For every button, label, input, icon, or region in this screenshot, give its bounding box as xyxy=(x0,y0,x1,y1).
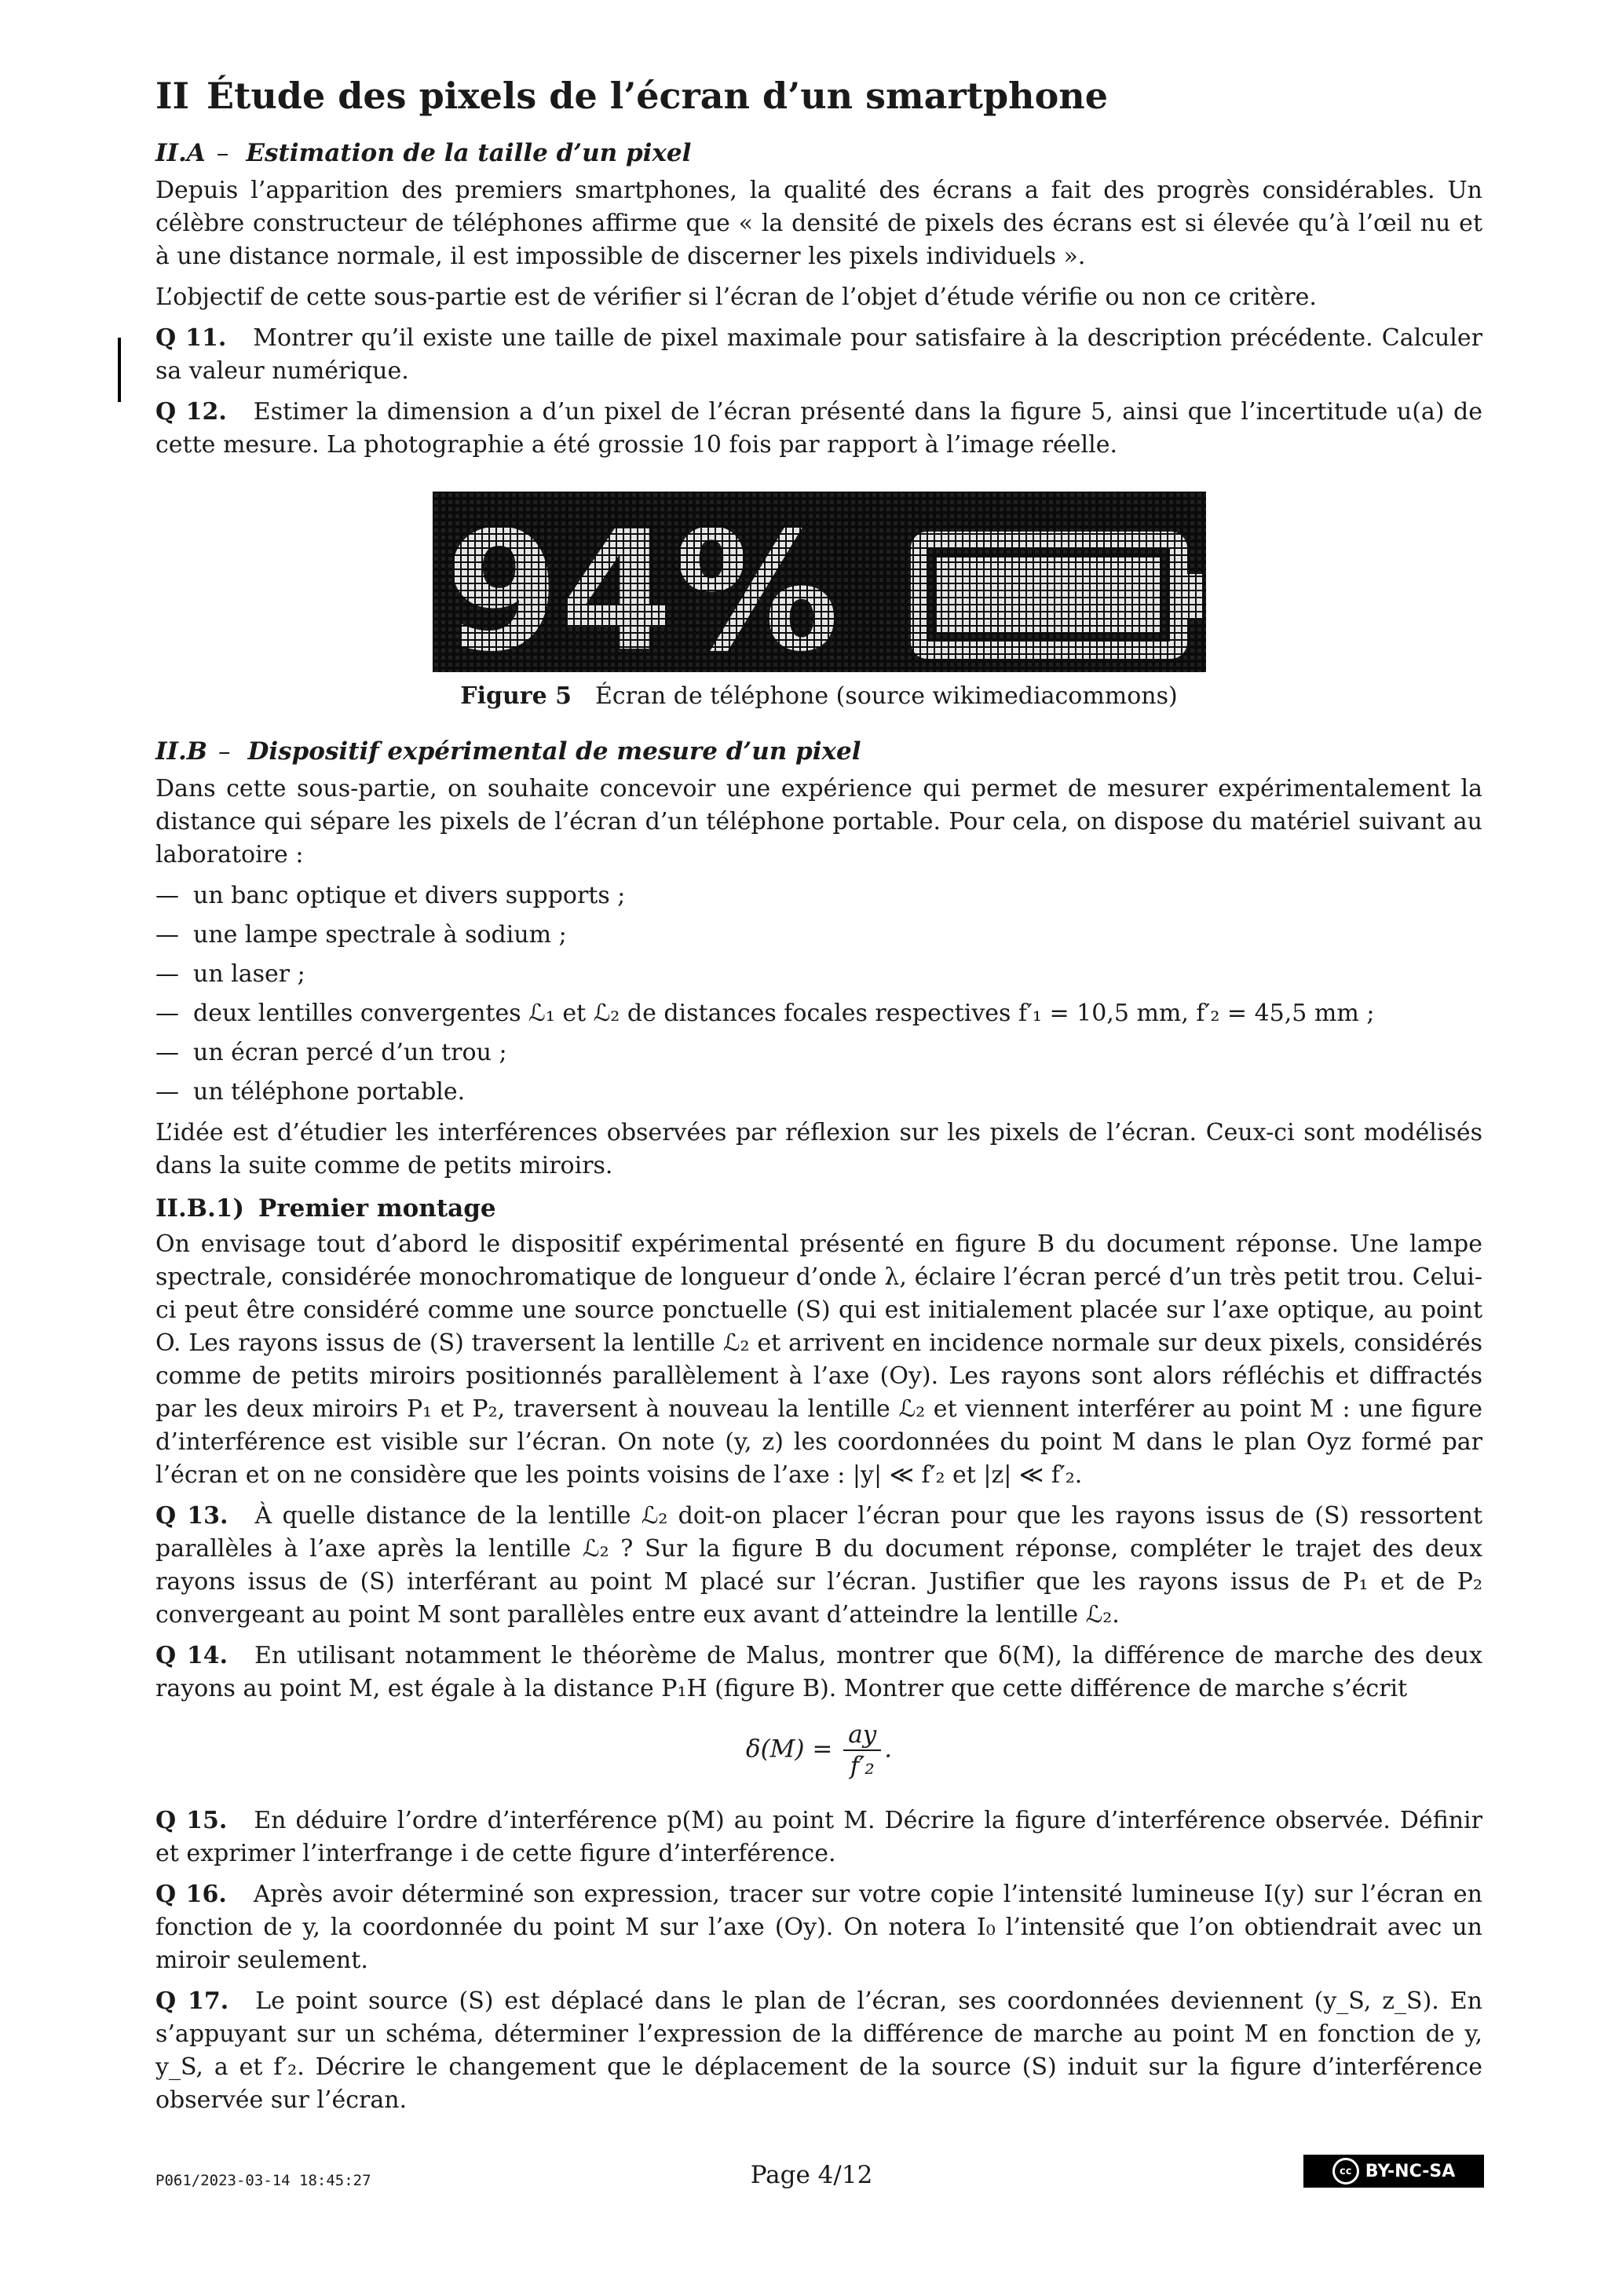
section-heading xyxy=(155,72,1482,119)
equation-fraction xyxy=(843,1720,881,1781)
document-id: P061/2023-03-14 18:45:27 xyxy=(155,2172,371,2189)
question-14-label: Q 14. xyxy=(155,1642,228,1669)
creative-commons-icon: cc xyxy=(1332,2158,1359,2184)
equation-lhs: δ(M) = xyxy=(745,1735,833,1764)
subsection-b-number: II.B xyxy=(155,737,207,766)
question-12-label: Q 12. xyxy=(155,398,227,426)
list-item: — un laser ; xyxy=(155,960,305,988)
equation-path-difference xyxy=(155,1720,1482,1789)
question-13 xyxy=(155,1500,1482,1632)
question-13-label: Q 13. xyxy=(155,1502,228,1530)
section-number: II xyxy=(155,75,190,117)
question-11-label: Q 11. xyxy=(155,324,227,352)
question-12-text: Estimer la dimension a d’un pixel de l’écran présenté dans la figure 5, ainsi que l’incertitude u(a) de cette mesure. La photographie a été grossie 10 fois par rapport à l’image réelle. xyxy=(155,398,1482,459)
question-16-label: Q 16. xyxy=(155,1881,227,1908)
subsection-b1-title: Premier montage xyxy=(258,1194,496,1223)
list-item: — un écran percé d’un trou ; xyxy=(155,1039,507,1066)
figure-5-caption-text: Écran de téléphone (source wikimediacommons) xyxy=(594,682,1178,710)
question-11-text: Montrer qu’il existe une taille de pixel maximale pour satisfaire à la description précédente. Calculer sa valeur numérique. xyxy=(155,324,1482,385)
list-item: — deux lentilles convergentes ℒ₁ et ℒ₂ de distances focales respectives f′₁ = 10,5 mm, f′₂ = 45,5 mm ; xyxy=(155,1000,1375,1027)
equipment-list xyxy=(155,879,1482,1109)
list-item: — un téléphone portable. xyxy=(155,1078,466,1106)
subsection-a-para1: Depuis l’apparition des premiers smartphones, la qualité des écrans a fait des progrès considérables. Un célèbre constructeur de téléphones affirme que « la densité de pixels des écrans est si élevée qu’à l’œil nu et à une distance normale, il est impossible de discerner les pixels individuels ». xyxy=(155,177,1482,270)
subsection-a-heading: II.A – Estimation de la taille d’un pixel xyxy=(155,139,692,167)
list-item: — un banc optique et divers supports ; xyxy=(155,882,626,909)
section-title: Étude des pixels de l’écran d’un smartphone xyxy=(207,75,1108,117)
question-11 xyxy=(155,322,1482,388)
figure-5 xyxy=(155,492,1482,672)
page-number: Page 4/12 xyxy=(750,2161,873,2189)
battery-percentage-text: 94% xyxy=(444,495,839,672)
license-badge xyxy=(1303,2155,1484,2188)
subsection-a-para2: L’objectif de cette sous-partie est de vérifier si l’écran de l’objet d’étude vérifie ou non ce critère. xyxy=(155,283,1317,311)
equation-numerator: ay xyxy=(843,1720,881,1751)
question-16 xyxy=(155,1878,1482,1977)
question-15 xyxy=(155,1804,1482,1870)
subsection-a-number: II.A xyxy=(155,139,206,167)
question-17-text: Le point source (S) est déplacé dans le plan de l’écran, ses coordonnées deviennent (y_S, z_S). En s’appuyant sur un schéma, déterminer l’expression de la différence de marche au point M en fonction de y, y_S, a et f′₂. Décrire le changement que le déplacement de la source (S) induit sur la figure d’interférence observée sur l’écran. xyxy=(155,1987,1482,2114)
question-17-label: Q 17. xyxy=(155,1987,229,2015)
license-text: BY-NC-SA xyxy=(1365,2161,1456,2181)
list-item: — une lampe spectrale à sodium ; xyxy=(155,921,567,949)
figure-5-label: Figure 5 xyxy=(460,682,572,710)
question-13-text: À quelle distance de la lentille ℒ₂ doit-on placer l’écran pour que les rayons issus de (S) ressortent parallèles à l’axe après la lentille ℒ₂ ? Sur la figure B du document réponse, compléter le trajet des deux rayons issus de (S) interférant au point M placé sur l’écran. Justifier que les rayons issus de P₁ et de P₂ convergeant au point M sont parallèles entre eux avant d’atteindre la lentille ℒ₂. xyxy=(155,1502,1482,1629)
subsection-b-after: L’idée est d’étudier les interférences observées par réflexion sur les pixels de l’écran. Ceux-ci sont modélisés dans la suite comme de petits miroirs. xyxy=(155,1119,1482,1179)
question-14-text: En utilisant notamment le théorème de Malus, montrer que δ(M), la différence de marche des deux rayons au point M, est égale à la distance P₁H (figure B). Montrer que cette différence de marche s’écrit xyxy=(155,1642,1482,1702)
question-16-text: Après avoir déterminé son expression, tracer sur votre copie l’intensité lumineuse I(y) sur l’écran en fonction de y, la coordonnée du point M sur l’axe (Oy). On notera I₀ l’intensité que l’on obtiendrait avec un miroir seulement. xyxy=(155,1881,1482,1974)
question-14 xyxy=(155,1640,1482,1706)
question-12 xyxy=(155,396,1482,462)
subsection-b1-number: II.B.1) xyxy=(155,1194,245,1223)
equation-end: . xyxy=(884,1735,893,1764)
question-15-text: En déduire l’ordre d’interférence p(M) au point M. Décrire la figure d’interférence observée. Définir et exprimer l’interfrange i de cette figure d’interférence. xyxy=(155,1807,1482,1867)
subsection-a-title: Estimation de la taille d’un pixel xyxy=(246,139,692,167)
phone-screen-photo xyxy=(433,492,1206,672)
subsection-b1-heading xyxy=(155,1192,1482,1225)
question-17 xyxy=(155,1985,1482,2117)
question-15-label: Q 15. xyxy=(155,1807,228,1834)
figure-5-caption xyxy=(155,680,1482,713)
subsection-b-intro: Dans cette sous-partie, on souhaite concevoir une expérience qui permet de mesurer expérimentalement la distance qui sépare les pixels de l’écran d’un téléphone portable. Pour cela, on dispose du matériel suivant au laboratoire : xyxy=(155,775,1482,868)
subsection-b-heading: II.B – Dispositif expérimental de mesure d’un pixel xyxy=(155,737,861,766)
equation-denominator: f′₂ xyxy=(850,1752,875,1780)
page-content xyxy=(155,72,1482,2125)
subsection-b-title: Dispositif expérimental de mesure d’un pixel xyxy=(247,737,861,766)
subsection-b1-para: On envisage tout d’abord le dispositif expérimental présenté en figure B du document réponse. Une lampe spectrale, considérée monochromatique de longueur d’onde λ, éclaire l’écran percé d’un très petit trou. Celui-ci peut être considéré comme une source ponctuelle (S) qui est initialement placée sur l’axe optique, au point O. Les rayons issus de (S) traversent la lentille ℒ₂ et arrivent en incidence normale sur deux pixels, considérés comme de petits miroirs positionnés parallèlement à l’axe (Oy). Les rayons sont alors réfléchis et diffractés par les deux miroirs P₁ et P₂, traversent à nouveau la lentille ℒ₂ et viennent interférer au point M : une figure d’interférence est visible sur l’écran. On note (y, z) les coordonnées du point M dans le plan Oyz formé par l’écran et on ne considère que les points voisins de l’axe : |y| ≪ f′₂ et |z| ≪ f′₂. xyxy=(155,1230,1482,1489)
margin-change-bar xyxy=(118,338,121,402)
